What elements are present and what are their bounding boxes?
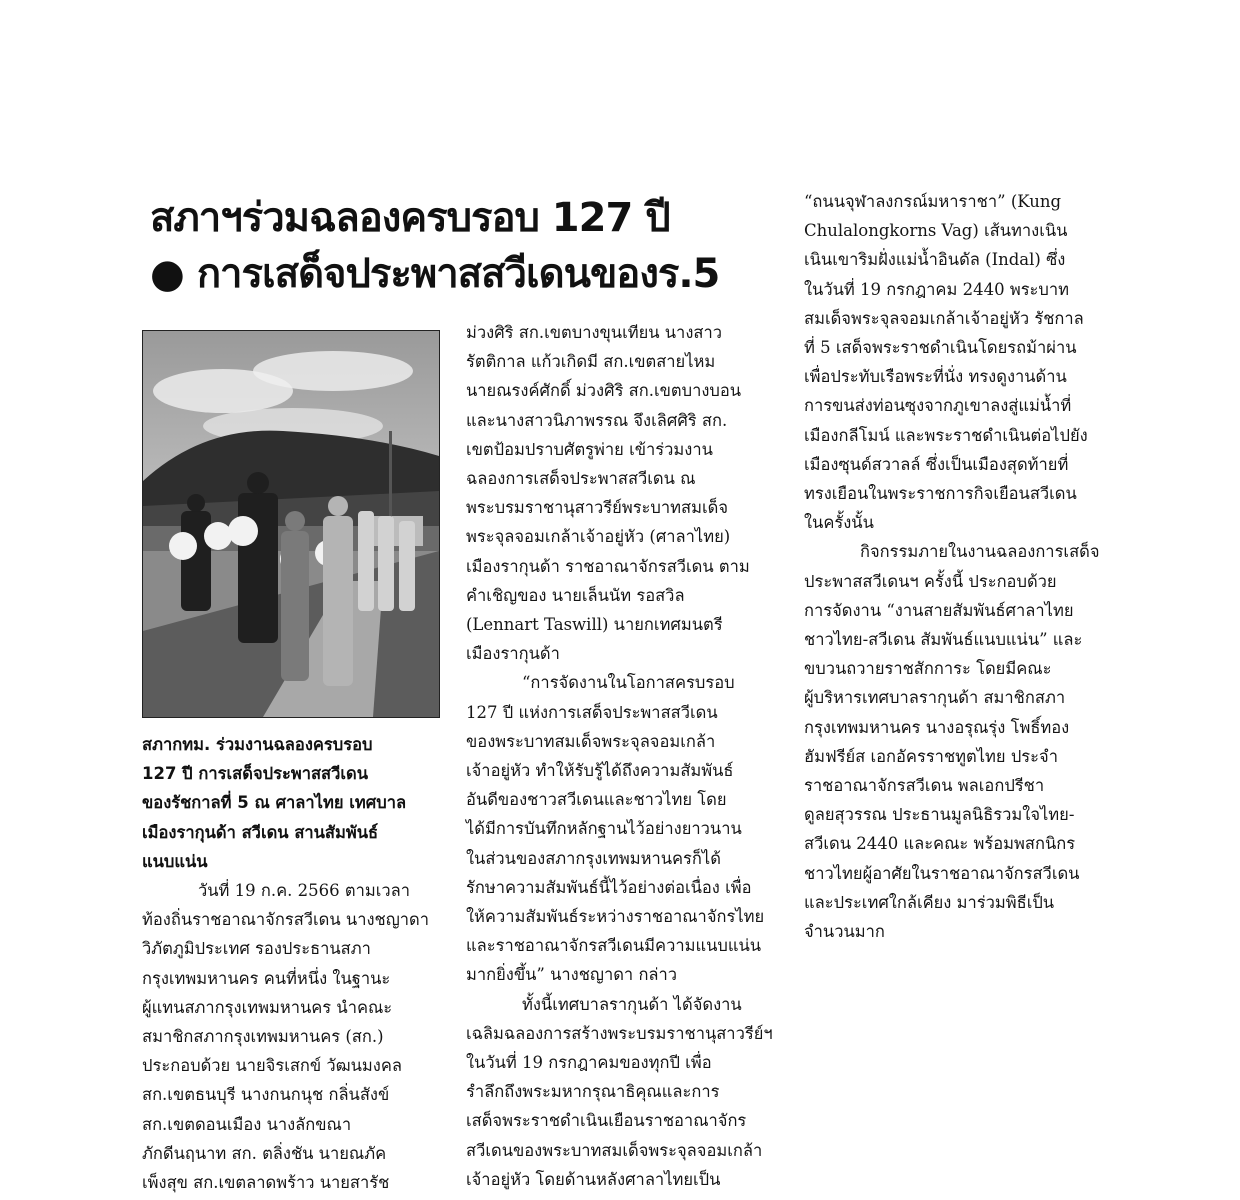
text-line: การขนส่งท่อนซุงจากภูเขาลงสู่แม่น้ำที่ <box>804 396 1072 416</box>
text-line: และประเทศใกล้เคียง มาร่วมพิธีเป็น <box>804 892 1055 912</box>
text-line: ผู้แทนสภากรุงเทพมหานคร นำคณะ <box>142 997 393 1017</box>
text-line: ในครั้งนั้น <box>804 513 874 533</box>
text-line: ราชอาณาจักรสวีเดน พลเอกปรีชา <box>804 776 1045 796</box>
text-line: วิภัตภูมิประเทศ รองประธานสภา <box>142 939 371 959</box>
text-line: ในส่วนของสภากรุงเทพมหานครก็ได้ <box>466 848 721 868</box>
text-line: ผู้บริหารเทศบาลรากุนด้า สมาชิกสภา <box>804 688 1066 708</box>
text-line: ขบวนถวายราชสักการะ โดยมีคณะ <box>804 659 1052 679</box>
text-line: พระจุลจอมเกล้าเจ้าอยู่หัว (ศาลาไทย) <box>466 527 731 547</box>
text-line: เมืองกลีโมน์ และพระราชดำเนินต่อไปยัง <box>804 425 1088 445</box>
text-line: รัตติกาล แก้วเกิดมี สก.เขตสายไหม <box>466 352 716 372</box>
text-line: สมาชิกสภากรุงเทพมหานคร (สก.) <box>142 1027 384 1047</box>
text-line: ที่ 5 เสด็จพระราชดำเนินโดยรถม้าผ่าน <box>804 338 1077 358</box>
text-line: ประพาสสวีเดนฯ ครั้งนี้ ประกอบด้วย <box>804 571 1057 591</box>
text-line: เจ้าอยู่หัว ทำให้รับรู้ได้ถึงความสัมพันธ์ <box>466 761 734 781</box>
text-line: “ถนนจุฬาลงกรณ์มหาราชา” (Kung <box>804 192 1062 211</box>
caption-line: เมืองรากุนด้า สวีเดน สานสัมพันธ์ <box>142 822 379 842</box>
text-line: สวีเดน 2440 และคณะ พร้อมพสกนิกร <box>804 834 1076 854</box>
column-2 <box>466 318 773 1194</box>
text-line: ภักดีนฤนาท สก. ตลิ่งชัน นายณภัค <box>142 1143 387 1163</box>
text-line: รำลึกถึงพระมหากรุณาธิคุณและการ <box>466 1082 720 1102</box>
text-line: (Lennart Taswill) นายกเทศมนตรี <box>466 615 723 635</box>
text-line: เจ้าอยู่หัว โดยด้านหลังศาลาไทยเป็น <box>466 1169 721 1189</box>
text-line: การจัดงาน “งานสายสัมพันธ์ศาลาไทย <box>804 600 1074 620</box>
text-line: นายณรงค์ศักดิ์ ม่วงศิริ สก.เขตบางบอน <box>466 381 742 401</box>
column-3 <box>804 187 1100 946</box>
photo-caption <box>142 730 442 876</box>
text-line: ชาวไทย-สวีเดน สัมพันธ์แนบแน่น” และ <box>804 630 1083 650</box>
text-line: เขตป้อมปราบศัตรูพ่าย เข้าร่วมงาน <box>466 439 713 459</box>
text-line: ทั้งนี้เทศบาลรากุนด้า ได้จัดงาน <box>522 994 742 1014</box>
text-line: ฉลองการเสด็จประพาสสวีเดน ณ <box>466 469 696 489</box>
caption-line: สภากทม. ร่วมงานฉลองครบรอบ <box>142 735 373 754</box>
text-line: เมืองรากุนด้า <box>466 644 560 664</box>
text-line: ได้มีการบันทึกหลักฐานไว้อย่างยาวนาน <box>466 819 742 839</box>
text-line: เพื่อประทับเรือพระที่นั่ง ทรงดูงานด้าน <box>804 367 1067 387</box>
text-line: ม่วงศิริ สก.เขตบางขุนเทียน นางสาว <box>466 323 722 342</box>
text-line: กรุงเทพมหานคร นางอรุณรุ่ง โพธิ์ทอง <box>804 717 1070 737</box>
ceremony-photo <box>142 330 440 718</box>
text-line: เนินเขาริมฝั่งแม่น้ำอินดัล (Indal) ซึ่ง <box>804 250 1066 270</box>
text-line: Chulalongkorns Vag) เส้นทางเนิน <box>804 221 1068 241</box>
photo-image <box>143 331 439 717</box>
text-line: เมืองรากุนด้า ราชอาณาจักรสวีเดน ตาม <box>466 556 750 576</box>
text-line: ให้ความสัมพันธ์ระหว่างราชอาณาจักรไทย <box>466 907 765 927</box>
text-line: กรุงเทพมหานคร คนที่หนึ่ง ในฐานะ <box>142 968 391 988</box>
text-line: และนางสาวนิภาพรรณ จึงเลิศศิริ สก. <box>466 410 728 430</box>
text-line: เมืองซุนด์สวาลล์ ซึ่งเป็นเมืองสุดท้ายที่ <box>804 454 1069 474</box>
headline <box>150 190 790 302</box>
text-line: ในวันที่ 19 กรกฎาคมของทุกปี เพื่อ <box>466 1053 712 1073</box>
text-line: รักษาความสัมพันธ์นี้ไว้อย่างต่อเนื่อง เพื่อ <box>466 877 752 897</box>
text-line: เสด็จพระราชดำเนินเยือนราชอาณาจักร <box>466 1111 747 1131</box>
text-line: 127 ปี แห่งการเสด็จประพาสสวีเดน <box>466 702 718 722</box>
text-line: ชาวไทยผู้อาศัยในราชอาณาจักรสวีเดน <box>804 863 1080 883</box>
text-line: สก.เขตธนบุรี นางกนกนุช กลิ่นสังข์ <box>142 1085 390 1105</box>
text-line: จำนวนมาก <box>804 922 885 942</box>
text-line: สก.เขตดอนเมือง นางลักขณา <box>142 1114 352 1134</box>
text-line: อันดีของชาวสวีเดนและชาวไทย โดย <box>466 790 727 810</box>
column-1 <box>142 876 429 1197</box>
text-line: วันที่ 19 ก.ค. 2566 ตามเวลา <box>198 881 411 900</box>
text-line: สมเด็จพระจุลจอมเกล้าเจ้าอยู่หัว รัชกาล <box>804 308 1084 328</box>
headline-line-2: ● การเสด็จประพาสสวีเดนของร.5 <box>150 251 720 297</box>
text-line: “การจัดงานในโอกาสครบรอบ <box>522 673 735 693</box>
caption-line: 127 ปี การเสด็จประพาสสวีเดน <box>142 764 368 784</box>
headline-line-1: สภาฯร่วมฉลองครบรอบ 127 ปี <box>150 195 670 241</box>
text-line: เพ็งสุข สก.เขตลาดพร้าว นายสารัช <box>142 1173 390 1193</box>
text-line: ของพระบาทสมเด็จพระจุลจอมเกล้า <box>466 731 716 751</box>
text-line: ทรงเยือนในพระราชการกิจเยือนสวีเดน <box>804 484 1077 504</box>
text-line: เฉลิมฉลองการสร้างพระบรมราชานุสาวรีย์ฯ <box>466 1023 773 1043</box>
caption-line: ของรัชกาลที่ 5 ณ ศาลาไทย เทศบาล <box>142 793 407 813</box>
text-line: และราชอาณาจักรสวีเดนมีความแนบแน่น <box>466 936 762 956</box>
text-line: สวีเดนของพระบาทสมเด็จพระจุลจอมเกล้า <box>466 1140 763 1160</box>
text-line: กิจกรรมภายในงานฉลองการเสด็จ <box>860 542 1100 562</box>
text-line: ฮัมฟรีย์ส เอกอัครราชทูตไทย ประจำ <box>804 746 1058 766</box>
text-line: ท้องถิ่นราชอาณาจักรสวีเดน นางชญาดา <box>142 910 430 930</box>
text-line: ประกอบด้วย นายจิรเสกข์ วัฒนมงคล <box>142 1056 402 1076</box>
text-line: ดูลยสุวรรณ ประธานมูลนิธิรวมใจไทย- <box>804 805 1075 825</box>
text-line: มากยิ่งขึ้น” นางชญาดา กล่าว <box>466 965 678 985</box>
text-line: คำเชิญของ นายเล็นนัท รอสวิล <box>466 585 685 605</box>
caption-line: แนบแน่น <box>142 851 208 871</box>
text-line: ในวันที่ 19 กรกฎาคม 2440 พระบาท <box>804 279 1070 299</box>
text-line: พระบรมราชานุสาวรีย์พระบาทสมเด็จ <box>466 498 729 518</box>
